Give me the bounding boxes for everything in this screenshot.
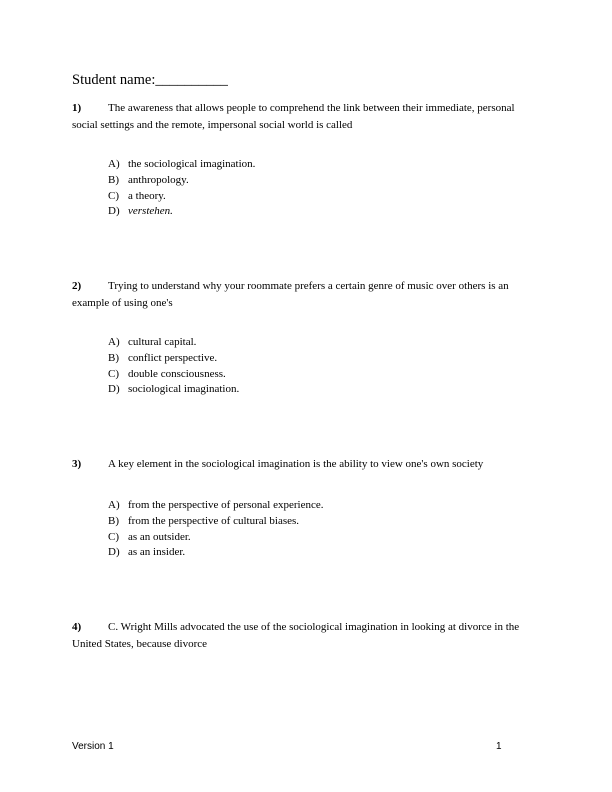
option-b <box>108 173 255 189</box>
option-d <box>108 545 323 561</box>
question-number: 3) <box>72 458 82 470</box>
option-d <box>108 204 255 220</box>
option-d <box>108 382 239 398</box>
option-b <box>108 351 239 367</box>
option-letter: D) <box>108 205 120 218</box>
option-text: as an outsider. <box>128 530 191 543</box>
option-letter: B) <box>108 514 119 527</box>
option-text: verstehen. <box>128 205 173 218</box>
question-1 <box>72 100 542 133</box>
option-a <box>108 498 323 514</box>
student-name-label: Student name:__________ <box>72 72 228 88</box>
option-text: anthropology. <box>128 173 189 186</box>
option-a <box>108 157 255 173</box>
option-c <box>108 189 255 205</box>
question-text: The awareness that allows people to comprehend the link between their immediate, personal social settings and the remote, impersonal social world is called <box>72 102 515 131</box>
option-letter: D) <box>108 546 120 559</box>
option-text: from the perspective of cultural biases. <box>128 514 300 527</box>
question-2 <box>72 278 542 311</box>
footer-page-number: 1 <box>496 741 502 752</box>
question-3-options <box>108 498 323 561</box>
option-text: from the perspective of personal experience. <box>128 499 324 511</box>
option-text: the sociological imagination. <box>128 158 256 170</box>
question-number: 4) <box>72 621 82 633</box>
option-letter: B) <box>108 351 119 364</box>
question-text: A key element in the sociological imagination is the ability to view one's own society <box>108 458 484 470</box>
option-letter: C) <box>108 530 119 543</box>
question-1-options <box>108 157 255 220</box>
option-text: sociological imagination. <box>128 383 240 396</box>
option-c <box>108 530 323 546</box>
option-text: a theory. <box>128 189 166 202</box>
option-text: double consciousness. <box>128 367 226 380</box>
option-letter: C) <box>108 189 119 202</box>
option-b <box>108 514 323 530</box>
question-4 <box>72 619 542 652</box>
question-number: 1) <box>72 102 82 114</box>
question-3 <box>72 456 542 473</box>
question-2-options <box>108 335 239 398</box>
option-letter: D) <box>108 383 120 396</box>
option-text: as an insider. <box>128 546 186 559</box>
option-letter: C) <box>108 367 119 380</box>
option-a <box>108 335 239 351</box>
option-text: conflict perspective. <box>128 351 218 364</box>
option-letter: B) <box>108 173 119 186</box>
option-letter: A) <box>108 499 120 511</box>
question-text: Trying to understand why your roommate prefers a certain genre of music over others is an example of using one's <box>72 280 509 309</box>
option-c <box>108 367 239 383</box>
option-letter: A) <box>108 336 120 348</box>
option-letter: A) <box>108 158 120 170</box>
option-text: cultural capital. <box>128 336 197 348</box>
question-number: 2) <box>72 280 82 292</box>
question-text: C. Wright Mills advocated the use of the sociological imagination in looking at divorce in the United States, because divorce <box>72 621 520 650</box>
footer-version: Version 1 <box>72 741 114 752</box>
